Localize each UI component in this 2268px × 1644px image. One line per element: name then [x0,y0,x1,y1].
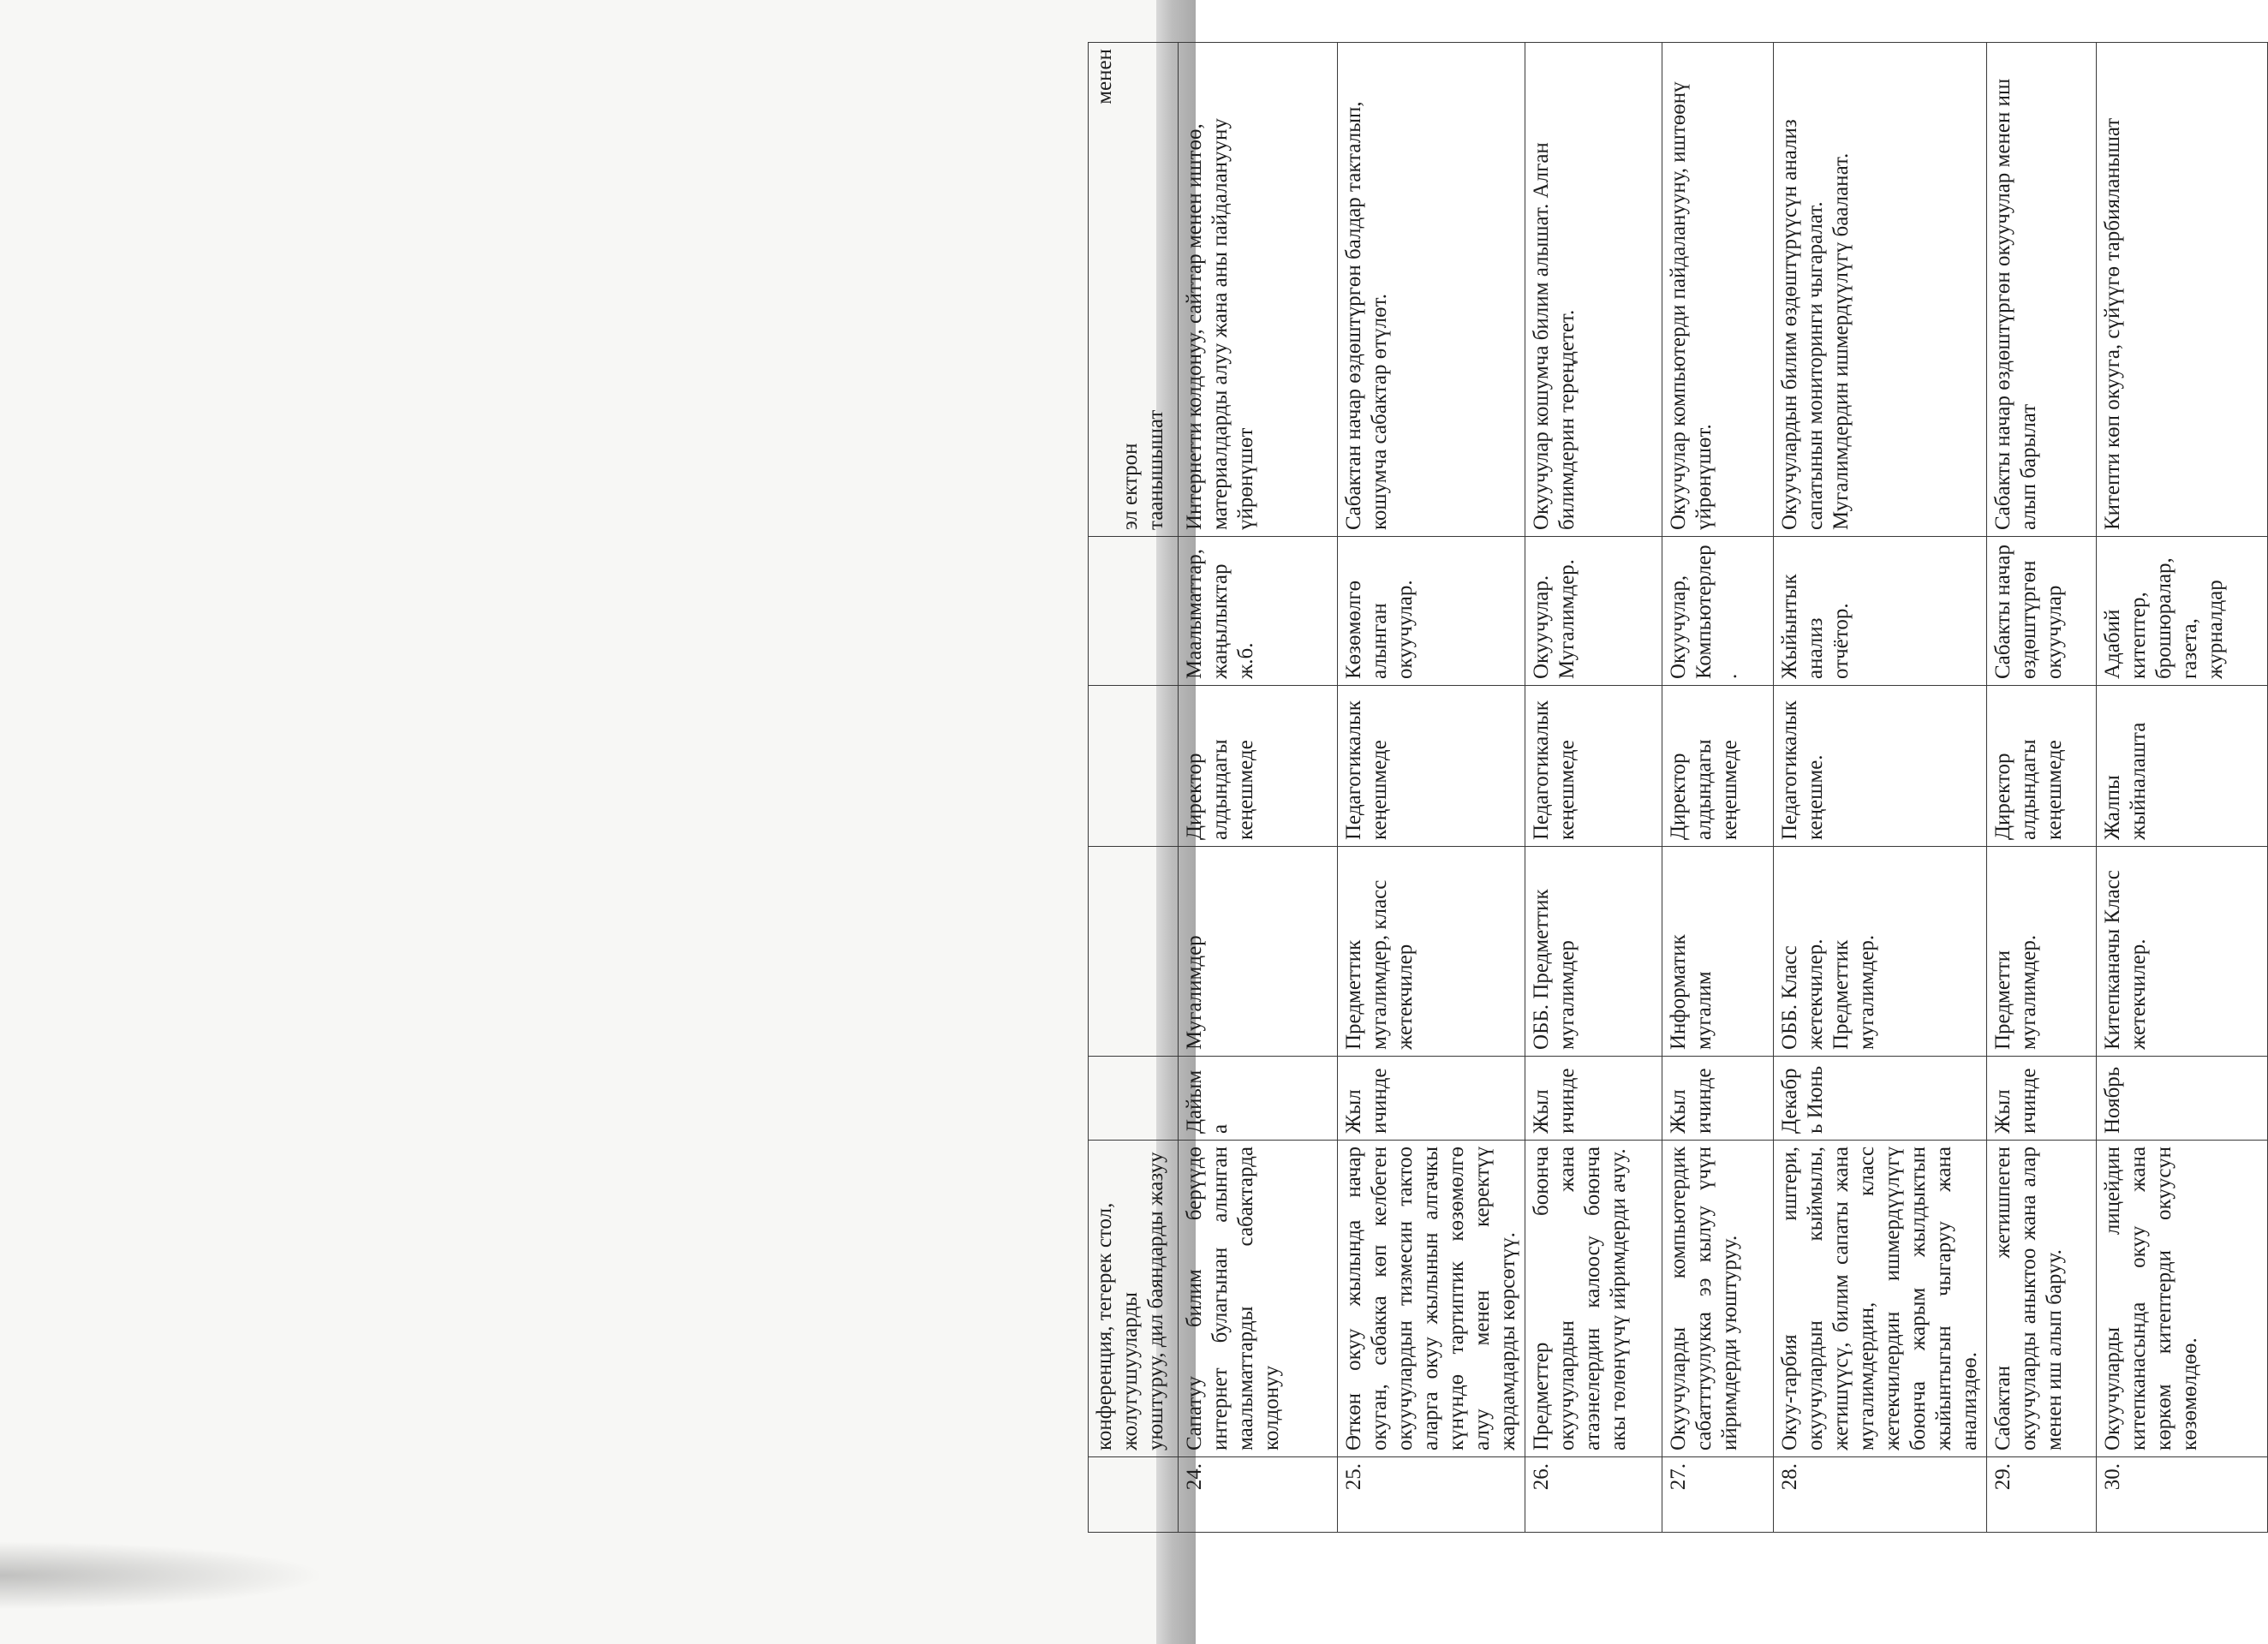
table-row [1987,43,2097,1533]
cell-term: Жыл ичинде [1987,1057,2097,1141]
cell-resources: Сабакты начар өздөштүргөн окуучулар [1987,537,2097,686]
cell-term: Декабрь Июнь [1774,1057,1987,1141]
continued-task-line: конференция, тегерек стол, [1093,1202,1116,1450]
cell-resources [1089,537,1179,686]
cell-num: 30. [2097,1457,2268,1533]
cell-where: Жалпы жыйналашта [2097,686,2268,847]
cell-responsible: Мугалимдер [1179,847,1338,1057]
cell-responsible: ОББ. Предметтик мугалимдер [1525,847,1662,1057]
continued-task-line: уюштуруу, дил баяндарды жазуу [1144,1152,1167,1450]
cell-result: Сабакты начар өздөштүргөн окуучулар менен иш алып барылат [1987,43,2097,537]
cell-result: Окуучулар кошумча билим алышат. Алган билимдерин тереңдетет. [1525,43,1662,537]
cell-task: Окуучуларды компьютердик сабатттуулукка ээ кылуу үчүн ийримдерди уюштуруу. [1662,1141,1774,1457]
cell-where: Педагогикалык кеңешмеде [1525,686,1662,847]
cell-resources: Жыйынтык анализ отчётор. [1774,537,1987,686]
cell-term: Жыл ичинде [1662,1057,1774,1141]
cell-responsible: Китепканачы Класс жетекчилер. [2097,847,2268,1057]
cell-result: Сабактан начар өздөштүргөн балдар такталып, кошумча сабактар өтүлөт. [1338,43,1525,537]
table-row [1662,43,1774,1533]
cell-task: Окуу-тарбия иштери, окуучулардын кыймылы, жетишүүсү, билим сапаты жана мугалимдердин, класс жетекчилердин ишмердүүлүгү боюнча жарым жылдыктын жыйынтыгын чыгаруу жана анализдөө. [1774,1141,1987,1457]
cell-responsible [1089,847,1179,1057]
cell-result: Окуучулар компьютерди пайдаланууну, иштөөнү үйрөнүшөт. [1662,43,1774,537]
cell-num: 29. [1987,1457,2097,1533]
cell-result: Окуучулардын билим өздөштүрүүсүн анализ сапатынын мониторинги чыгаралат. Мугалимдердин ишмердүүлүгү бааланат. [1774,43,1987,537]
cell-responsible: Информатик мугалим [1662,847,1774,1057]
cell-responsible: Предметти мугалимдер. [1987,847,2097,1057]
cell-num [1089,1457,1179,1533]
cell-where: Педагогикалык кеңешме. [1774,686,1987,847]
cell-num: 26. [1525,1457,1662,1533]
cell-term: Ноябрь [2097,1057,2268,1141]
cell-where: Директор алдындагы кеңешмеде [1662,686,1774,847]
cell-result: Интернетти колдонуу, сайттар менен иштөө, материалдарды алуу жана аны пайдаланууну үйрөнүшөт [1179,43,1338,537]
cell-task: Өткөн окуу жылында начар окуган, сабакка көп келбеген окуучулардын тизмесин тактоо аларга окуу жылынын алгачкы күнүндө тартиптик көзөмөлгө алуу менен керектүү жардамдарды көрсөтүү. [1338,1141,1525,1457]
cell-resources: Адабий китептер, брошюралар, газета, журналдар [2097,537,2268,686]
cell-result [1089,43,1179,537]
cell-num: 24. [1179,1457,1338,1533]
rotated-page-content [1088,43,2227,1533]
cell-resources: Көзөмөлгө алынган окуучулар. [1338,537,1525,686]
table-row [2097,43,2268,1533]
cell-responsible: Предметтик мугалимдер, класс жетекчилер [1338,847,1525,1057]
work-plan-table [1088,42,2268,1533]
cell-resources: Окуучулар. Мугалимдер. [1525,537,1662,686]
cell-resources: Маалыматтар, жаңылыктар ж.б. [1179,537,1338,686]
cell-term: Жыл ичинде [1525,1057,1662,1141]
table-row [1179,43,1338,1533]
continued-task-line: жолугушууларды [1119,1292,1142,1450]
cell-where: Педагогикалык кеңешмеде [1338,686,1525,847]
continued-result-top: менен [1093,49,1116,104]
cell-where: Директор алдындагы кеңешмеде [1987,686,2097,847]
cell-where: Директор алдындагы кеңешмеде [1179,686,1338,847]
cell-term: Дайыма [1179,1057,1338,1141]
table-row [1338,43,1525,1533]
cell-resources: Окуучулар, Компьютерлер. [1662,537,1774,686]
continued-result-line: таанышышат [1144,409,1167,530]
cell-result: Китепти көп окууга, сүйүүгө тарбияланышат [2097,43,2268,537]
cell-task [1089,1141,1179,1457]
cell-where [1089,686,1179,847]
cell-num: 28. [1774,1457,1987,1533]
cell-task: Сабактан жетишпеген окуучуларды аныктоо жана алар менен иш алып баруу. [1987,1141,2097,1457]
cell-term: Жыл ичинде [1338,1057,1525,1141]
table-row [1774,43,1987,1533]
continued-result-line: эл ектрон [1119,443,1142,530]
cell-task: Сапатуу билим берүүдө интернет булагынан алынган маалыматтарды сабактарда колдонуу [1179,1141,1338,1457]
cell-term [1089,1057,1179,1141]
cell-task: Предметтер боюнча окуучулардын жана атаэнелердин калоосу боюнча акы төлөнүүчү ийримдерди ачуу. [1525,1141,1662,1457]
table-row-continued [1089,43,1179,1533]
cell-num: 27. [1662,1457,1774,1533]
table-row [1525,43,1662,1533]
cell-num: 25. [1338,1457,1525,1533]
cell-task: Окуучуларды лицейдин китепканасында окуу жана көркөм китептерди окуусун көзөмөлдөө. [2097,1141,2268,1457]
cell-responsible: ОББ. Класс жетекчилер. Предметтик мугалимдер. [1774,847,1987,1057]
scan-smudge [0,1541,325,1610]
